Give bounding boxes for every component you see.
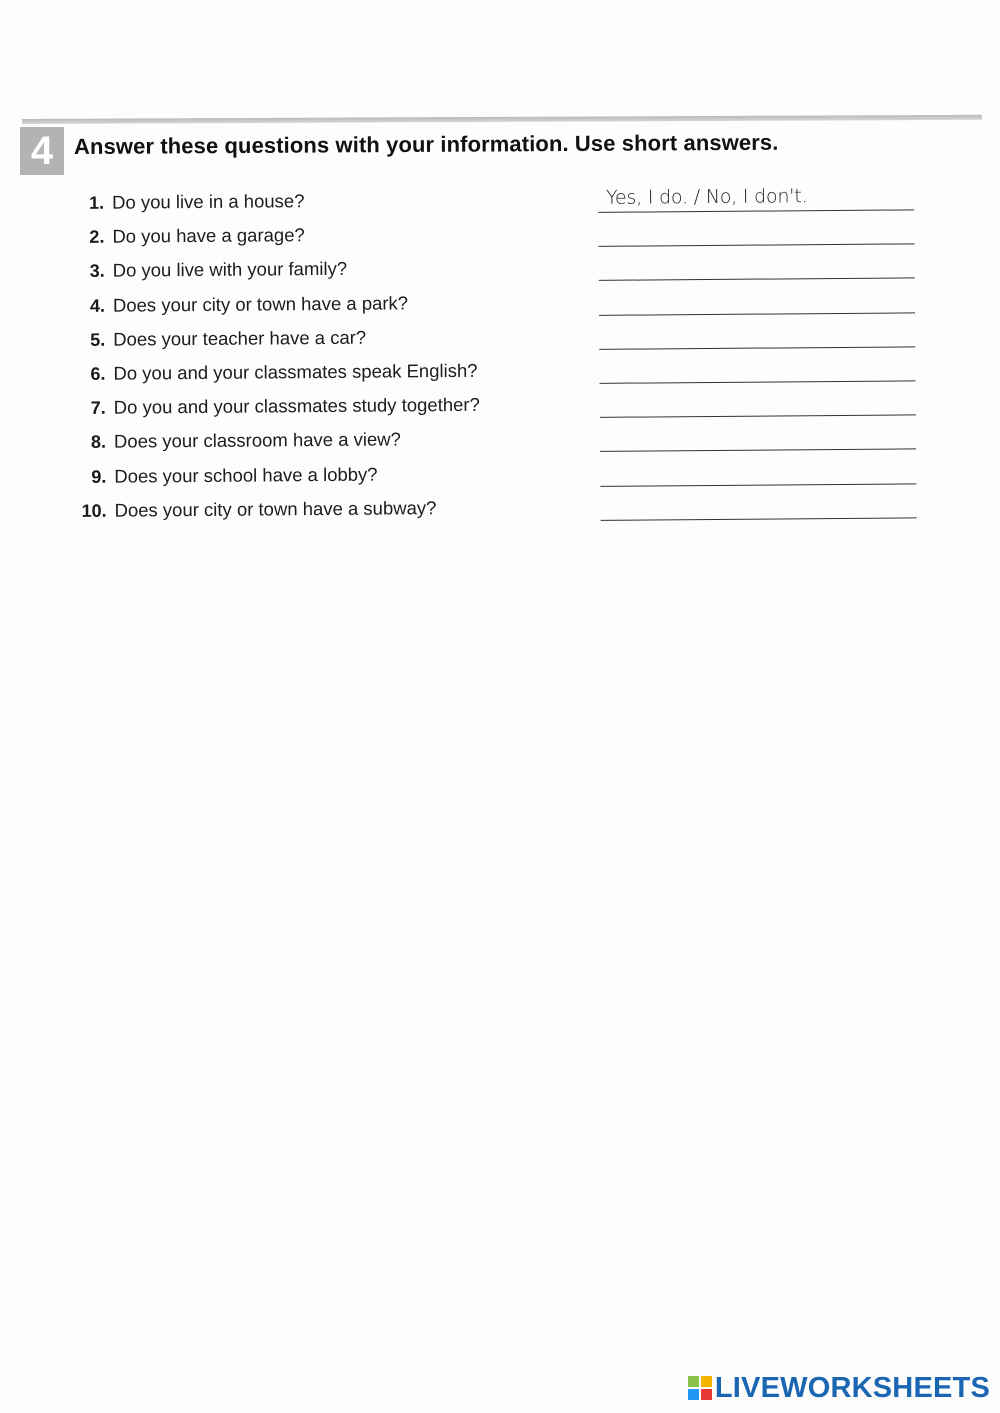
- answer-field[interactable]: [600, 424, 916, 452]
- answer-field[interactable]: [598, 219, 914, 247]
- question-text: Does your city or town have a park?: [112, 291, 409, 316]
- question-number: 8.: [90, 432, 107, 453]
- answer-field[interactable]: [600, 458, 916, 486]
- header-divider: [22, 115, 982, 124]
- question-text: Do you live with your family?: [112, 258, 348, 282]
- answer-field[interactable]: [600, 389, 916, 417]
- logo-text: LIVEWORKSHEETS: [714, 1371, 990, 1404]
- question-number: 2.: [89, 226, 105, 248]
- liveworksheets-logo-icon: [688, 1376, 712, 1400]
- question-text: Does your classroom have a view?: [113, 428, 401, 452]
- answer-field[interactable]: Yes, I do. / No, I don't.: [598, 184, 914, 212]
- question-text: Do you and your classmates speak English?: [113, 359, 478, 384]
- question-number: 9.: [91, 466, 107, 487]
- exercise-instruction: Answer these questions with your information. Use short answers.: [73, 129, 779, 159]
- question-number: 7.: [90, 397, 106, 418]
- answer-field[interactable]: [599, 321, 915, 349]
- question-text: Does your school have a lobby?: [114, 463, 378, 487]
- question-number: 4.: [89, 295, 106, 316]
- answer-field[interactable]: [599, 287, 915, 315]
- question-text: Do you and your classmates study together?: [113, 393, 480, 418]
- liveworksheets-logo: [688, 1371, 990, 1405]
- exercise-number-badge: 4: [20, 127, 64, 175]
- question-text: Do you have a garage?: [112, 224, 305, 247]
- question-text: Do you live in a house?: [112, 190, 305, 213]
- question-number: 6.: [90, 363, 106, 384]
- question-number: 1.: [89, 192, 105, 213]
- question-number: 3.: [89, 261, 105, 282]
- question-text: Does your teacher have a car?: [113, 326, 367, 350]
- question-number: 5.: [90, 329, 106, 350]
- question-list: [70, 179, 953, 528]
- question-text: Does your city or town have a subway?: [114, 496, 437, 521]
- answer-field[interactable]: [599, 355, 915, 383]
- answer-field[interactable]: [599, 253, 915, 281]
- answer-field[interactable]: [600, 492, 916, 520]
- question-number: 10.: [81, 500, 107, 521]
- question-item: [72, 487, 952, 528]
